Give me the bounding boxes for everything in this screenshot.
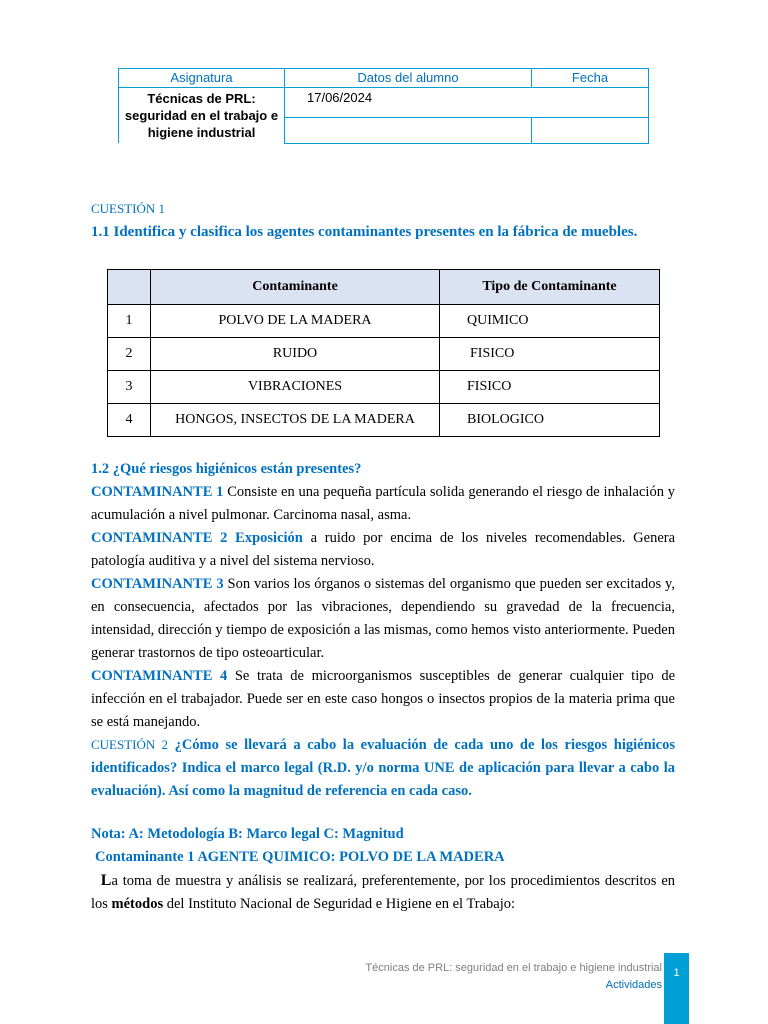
contaminant-2-paragraph <box>91 527 675 573</box>
row-number: 4 <box>108 404 151 437</box>
contaminant-name: HONGOS, INSECTOS DE LA MADERA <box>151 404 440 437</box>
table-row <box>108 404 660 437</box>
contaminant-type: BIOLOGICO <box>440 404 660 437</box>
page-number: 1 <box>664 953 689 1024</box>
header-col-subject: Asignatura <box>119 69 285 88</box>
contaminant-type: FISICO <box>440 338 660 371</box>
question-1-1-number: 1.1 <box>91 224 110 240</box>
header-col-student: Datos del alumno <box>285 69 532 88</box>
header-table <box>118 68 649 144</box>
table-row <box>108 338 660 371</box>
row-number: 3 <box>108 371 151 404</box>
contaminant-4-text: Se trata de microorganismos susceptibles de generar cualquier tipo de infección en el trabajador. Puede ser en este caso hongos o insectos propios de la materia prima que se está manejando. <box>91 668 676 730</box>
contaminant-type: QUIMICO <box>440 305 660 338</box>
row-number: 2 <box>108 338 151 371</box>
question-1-1 <box>91 221 676 244</box>
date-value: 17/06/2024 <box>285 88 649 118</box>
table-row <box>108 305 660 338</box>
footer-activity: Actividades <box>605 979 662 991</box>
question-2-note: Nota: A: Metodología B: Marco legal C: Magnitud <box>91 826 404 842</box>
para-initial: L <box>100 872 112 889</box>
contaminant-1-text: Consiste en una pequeña partícula solida generando el riesgo de inhalación y acumulación a nivel pulmonar. Carcinoma nasal, asma. <box>91 484 675 523</box>
question-2-text: ¿Cómo se llevará a cabo la evaluación de cada uno de los riesgos higiénicos identificados? Indica el marco legal (R.D. y/o norma UNE de aplicación para llevar a cabo la evaluación). Así como la magnitud de referencia en cada caso. <box>91 737 676 799</box>
question-1-2: 1.2 ¿Qué riesgos higiénicos están presentes? <box>91 461 362 477</box>
contaminant-table <box>107 269 660 437</box>
contaminant-2-label: CONTAMINANTE 2 <box>91 530 228 546</box>
col-type: Tipo de Contaminante <box>440 270 660 305</box>
contaminant-name: POLVO DE LA MADERA <box>151 305 440 338</box>
para-text-b: del Instituto Nacional de Seguridad e Higiene en el Trabajo: <box>166 896 516 912</box>
header-col-date: Fecha <box>532 69 649 88</box>
subject-name: Técnicas de PRL: seguridad en el trabajo e higiene industrial <box>119 88 285 144</box>
contaminant-4-paragraph <box>91 665 675 734</box>
contaminant-1-subheading: Contaminante 1 AGENTE QUIMICO: POLVO DE LA MADERA <box>95 849 505 865</box>
date-cell <box>532 117 649 143</box>
contaminant-name: VIBRACIONES <box>151 371 440 404</box>
student-data-cell <box>285 117 532 143</box>
row-number: 1 <box>108 305 151 338</box>
question-2 <box>91 733 675 803</box>
question-1-label: CUESTIÓN 1 <box>91 201 166 216</box>
contaminant-3-label: CONTAMINANTE 3 <box>91 576 224 592</box>
contaminant-type: FISICO <box>440 371 660 404</box>
footer-title: Técnicas de PRL: seguridad en el trabajo e higiene industrial <box>365 962 662 974</box>
contaminant-2-sub: Exposición <box>235 530 303 546</box>
table-row <box>108 371 660 404</box>
contaminant-name: RUIDO <box>151 338 440 371</box>
contaminant-2-text: a ruido por encima de los niveles recomendables. Genera patología auditiva y a nivel del sistema nervioso. <box>91 530 676 569</box>
para-bold: métodos <box>111 896 164 912</box>
question-1-1-text: Identifica y clasifica los agentes contaminantes presentes en la fábrica de muebles. <box>113 224 638 240</box>
table-corner <box>108 270 151 305</box>
para-text-a: a toma de muestra y análisis se realizará, preferentemente, por los procedimientos descritos en los <box>91 873 676 912</box>
col-contaminant: Contaminante <box>151 270 440 305</box>
contaminant-3-paragraph <box>91 573 675 665</box>
question-2-label: CUESTIÓN 2 <box>91 737 168 752</box>
contaminant-3-text: Son varios los órganos o sistemas del organismo que pueden ser excitados y, en consecuencia, afectados por las vibraciones, dependiendo su gravedad de la frecuencia, intensidad, dirección y tiempo de exposición a las mismas, como hemos visto anteriormente. Pueden generar trastornos de tipo osteoarticular. <box>91 576 675 661</box>
contaminant-1-label: CONTAMINANTE 1 <box>91 484 224 500</box>
contaminant-1-paragraph <box>91 481 675 527</box>
contaminant-4-label: CONTAMINANTE 4 <box>91 668 228 684</box>
methodology-paragraph <box>91 869 675 916</box>
